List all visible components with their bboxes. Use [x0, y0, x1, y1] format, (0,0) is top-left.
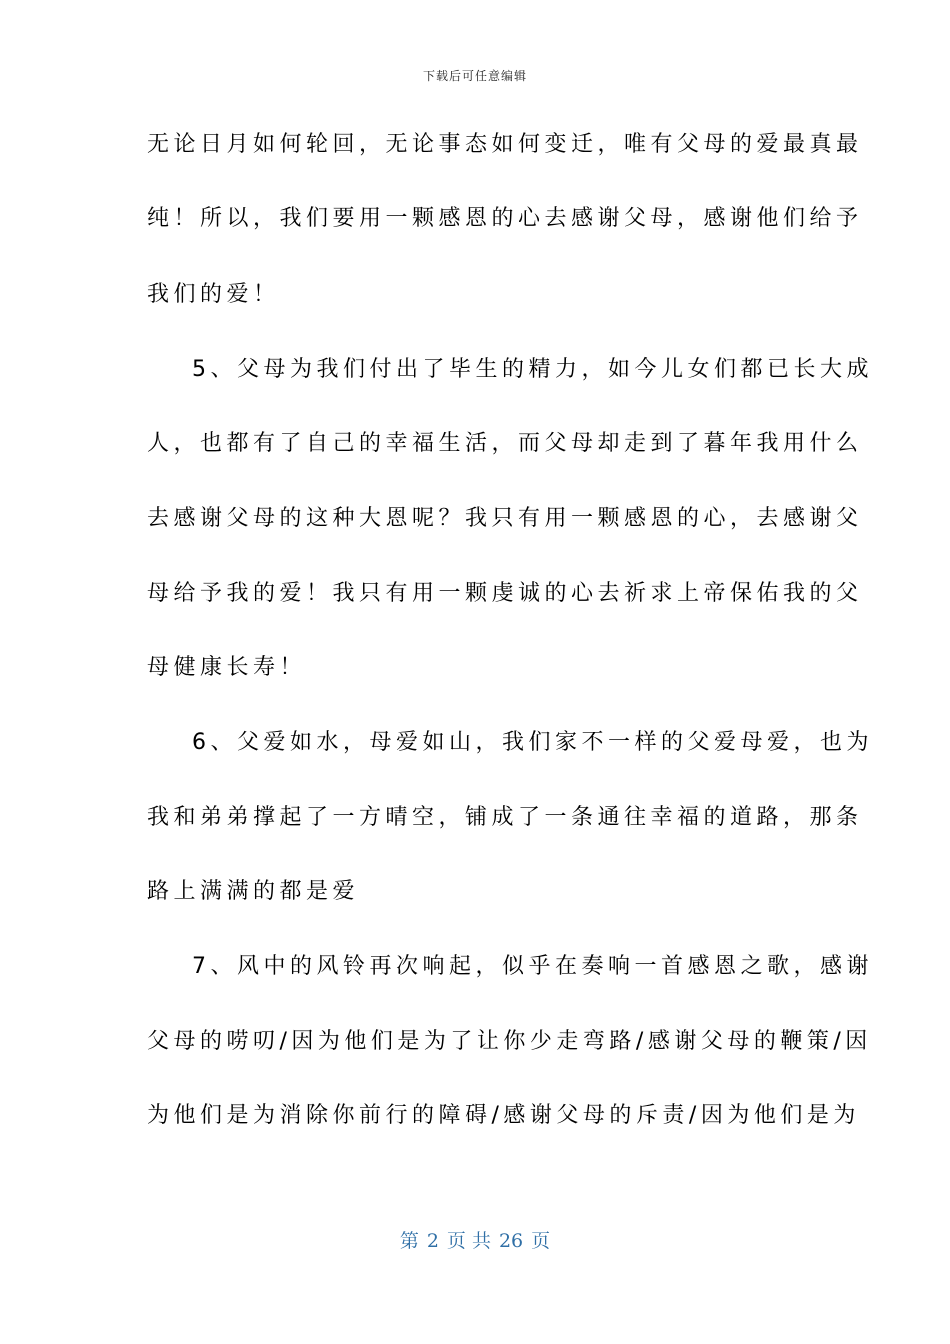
text-line: 5、父母为我们付出了毕生的精力，如今儿女们都已长大成 — [192, 357, 873, 382]
text-line: 我和弟弟撑起了一方晴空，铺成了一条通往幸福的道路，那条 — [147, 805, 863, 830]
text-line: 无论日月如何轮回，无论事态如何变迁，唯有父母的爱最真最 — [147, 132, 863, 157]
footer-total-pages: 26 — [498, 1230, 524, 1252]
text-line: 人，也都有了自己的幸福生活，而父母却走到了暮年我用什么 — [147, 431, 863, 456]
footer-label-pages: 页 — [531, 1230, 551, 1252]
text-line: 父母的唠叨/因为他们是为了让你少走弯路/感谢父母的鞭策/因 — [147, 1029, 872, 1054]
text-line: 纯！所以，我们要用一颗感恩的心去感谢父母，感谢他们给予 — [147, 206, 863, 231]
text-line: 母给予我的爱！我只有用一颗虔诚的心去祈求上帝保佑我的父 — [147, 581, 863, 606]
text-line: 我们的爱！ — [147, 282, 280, 307]
header-note: 下载后可任意编辑 — [422, 69, 527, 83]
text-line: 去感谢父母的这种大恩呢？我只有用一颗感恩的心，去感谢父 — [147, 506, 863, 531]
text-line: 母健康长寿！ — [147, 655, 307, 680]
footer-label-of: 页 共 — [446, 1230, 491, 1252]
footer-current-page: 2 — [426, 1230, 439, 1252]
page-footer — [0, 1226, 950, 1253]
text-line: 6、父爱如水，母爱如山，我们家不一样的父爱母爱，也为 — [192, 730, 873, 755]
text-line: 7、风中的风铃再次响起，似乎在奏响一首感恩之歌，感谢 — [192, 954, 873, 979]
text-line: 为他们是为消除你前行的障碍/感谢父母的斥责/因为他们是为 — [147, 1103, 860, 1128]
footer-label-page: 第 — [399, 1230, 419, 1252]
text-line: 路上满满的都是爱 — [147, 879, 360, 904]
